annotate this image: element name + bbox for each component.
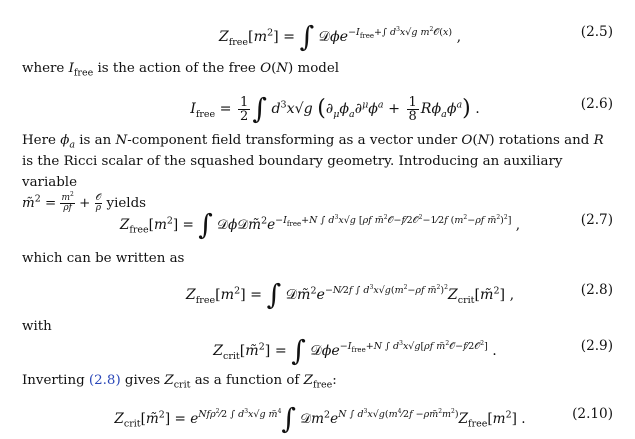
equation-body: $Z_{free}[m^2]$ = ∫ $𝒟m̃^2e^{-N⁄2f \int d^3x√g(m^2-\rho f m̃^2)^2}Z_{crit}[m̃^2]$ , bbox=[185, 278, 515, 311]
paragraph-where: where $I_{free}$ is the action of the free O(N) model bbox=[22, 61, 340, 79]
equation-body: $Z_{free}[m^2]$ = ∫ $𝒟\phi 𝒟m̃^2e^{-I_{free}+N \int d^3x√g [\rho f m̃^2𝒪-f⁄2𝒪^2-1⁄2f (m^2-\rho f m̃^2)^2]}$ , bbox=[119, 208, 521, 241]
equation-2-5 bbox=[0, 12, 635, 56]
equation-reference-link[interactable]: (2.8) bbox=[88, 373, 121, 388]
equation-body: $Z_{free}[m^2]$ = ∫ 𝒟ϕe$^{-I_{free}+\int d^3x√g m^2𝒪(x)}$ , bbox=[218, 20, 462, 53]
paragraph-which: which can be written as bbox=[22, 251, 185, 266]
equation-body: $I_{free}$ = $\frac{1}{2}$ ∫ $d^3x√g$ ($\partial_\mu\phi_a\partial^\mu\phi^a$ + $\frac{1}{8}$ $R\phi_a\phi^a$) . bbox=[190, 92, 480, 125]
equation-2-8 bbox=[0, 270, 635, 314]
equation-2-6 bbox=[0, 84, 635, 128]
equation-2-7 bbox=[0, 200, 635, 244]
paragraph-here: Here $\phi_a$ is an N-component field transforming as a vector under O(N) rotations and R is the Ricci scalar of the squashed boundary geometry. Introducing an auxiliary variable m̃$^2$ = $\frac{m^2}{\rho f}$ + $\frac{\text{𝒪}}{\rho}$ yields bbox=[22, 133, 604, 213]
paragraph-with: with bbox=[22, 319, 52, 334]
equation-number: (2.10) bbox=[572, 406, 613, 422]
equation-number: (2.7) bbox=[580, 212, 613, 228]
equation-2-10 bbox=[0, 394, 635, 438]
equation-body: $Z_{crit}[m̃^2]$ = ∫ 𝒟ϕe$^{-I_{free}+N \int d^3x√g[\rho f m̃^2𝒪-f⁄2𝒪^2]}$ . bbox=[213, 334, 497, 367]
paragraph-inverting: Inverting (2.8) gives $Z_{crit}$ as a function of $Z_{free}$: bbox=[22, 373, 337, 391]
equation-number: (2.6) bbox=[580, 96, 613, 112]
equation-number: (2.5) bbox=[580, 24, 613, 40]
equation-number: (2.8) bbox=[580, 282, 613, 298]
equation-body: $Z_{crit}[m̃^2] = e^{Nf\rho^2⁄2 \int d^3x√g m̃^4}\int$ $𝒟m^2e^{N \int d^3x√g(m^4⁄2f -\rho m̃^2m^2)}Z_{free}[m^2]$ . bbox=[114, 402, 526, 435]
equation-number: (2.9) bbox=[580, 338, 613, 354]
equation-2-9 bbox=[0, 326, 635, 370]
